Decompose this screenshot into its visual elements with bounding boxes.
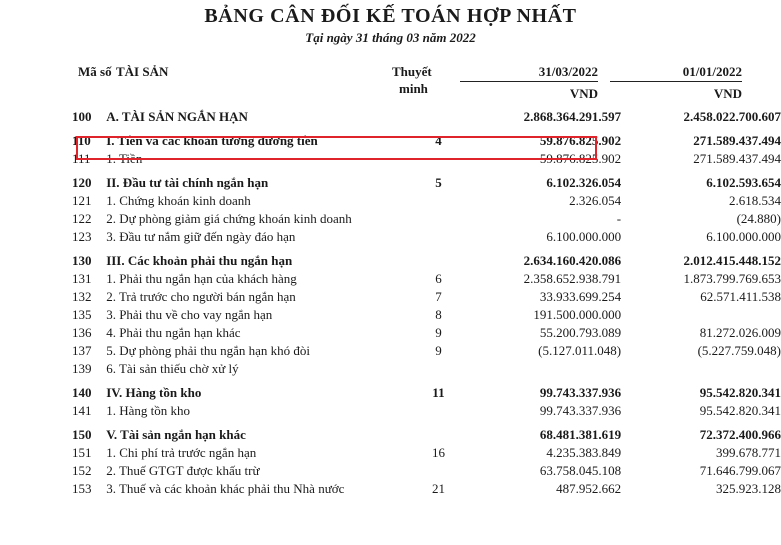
- header-col1-date: 31/03/2022: [538, 64, 598, 79]
- row-value-current: 63.758.045.108: [539, 463, 622, 478]
- row-note: [409, 426, 467, 444]
- table-row: [72, 174, 781, 192]
- row-code: 150: [72, 427, 92, 442]
- row-value-current: 59.876.825.902: [539, 151, 622, 166]
- row-code: 130: [72, 253, 92, 268]
- row-code: 136: [72, 325, 92, 340]
- report-date: Tại ngày 31 tháng 03 năm 2022: [305, 30, 476, 45]
- col-spacer: [621, 174, 637, 192]
- row-value-current: 2.634.160.420.086: [523, 253, 622, 268]
- row-value-prior: [637, 306, 781, 324]
- row-value-prior: (24.880): [736, 211, 781, 226]
- col-spacer: [621, 360, 637, 378]
- row-name: IV. Hàng tồn kho: [106, 385, 202, 400]
- row-value-prior: 81.272.026.009: [699, 325, 781, 340]
- col-spacer: [621, 108, 637, 126]
- row-name: 2. Dự phòng giảm giá chứng khoán kinh doanh: [106, 211, 352, 226]
- header-item: TÀI SẢN: [116, 64, 169, 79]
- row-code: 151: [72, 445, 92, 460]
- row-value-prior: 399.678.771: [716, 445, 781, 460]
- col-spacer: [621, 306, 637, 324]
- row-value-prior: 62.571.411.538: [700, 289, 781, 304]
- col-spacer: [621, 228, 637, 246]
- row-note: [409, 402, 467, 420]
- row-value-prior: 6.100.000.000: [706, 229, 781, 244]
- balance-sheet-table: [72, 108, 781, 498]
- row-value-prior: 2.012.415.448.152: [683, 253, 781, 268]
- row-name: 1. Chi phí trả trước ngắn hạn: [106, 445, 257, 460]
- row-note: [409, 360, 467, 378]
- row-code: 123: [72, 229, 92, 244]
- row-code: 153: [72, 481, 92, 496]
- row-value-current: 4.235.383.849: [546, 445, 622, 460]
- row-name: 6. Tài sản thiếu chờ xử lý: [106, 361, 239, 376]
- table-row: [72, 342, 781, 360]
- row-name: V. Tài sản ngắn hạn khác: [106, 427, 246, 442]
- row-name: 5. Dự phòng phải thu ngắn hạn khó đòi: [106, 343, 311, 358]
- row-name: 1. Chứng khoán kinh doanh: [106, 193, 251, 208]
- col-spacer: [621, 252, 637, 270]
- row-value-current: 33.933.699.254: [539, 289, 622, 304]
- col-spacer: [621, 270, 637, 288]
- row-code: 141: [72, 403, 92, 418]
- row-value-prior: 2.458.022.700.607: [683, 109, 781, 124]
- row-name: 3. Thuế và các khoản khác phải thu Nhà nước: [106, 481, 345, 496]
- row-note: 6: [435, 271, 442, 286]
- row-name: II. Đầu tư tài chính ngắn hạn: [106, 175, 269, 190]
- highlight-box: [76, 136, 597, 160]
- row-value-current: [468, 360, 622, 378]
- col-spacer: [621, 150, 637, 168]
- row-note: [409, 228, 467, 246]
- row-note: 9: [435, 325, 442, 340]
- row-value-current: 6.102.326.054: [546, 175, 622, 190]
- row-note: [409, 252, 467, 270]
- header-rule-col1: [460, 81, 598, 82]
- row-value-current: 2.868.364.291.597: [523, 109, 622, 124]
- row-name: 2. Thuế GTGT được khấu trừ: [106, 463, 260, 478]
- row-value-prior: 271.589.437.494: [693, 151, 781, 166]
- row-value-prior: 6.102.593.654: [706, 175, 781, 190]
- row-code: 111: [72, 151, 91, 166]
- header-col2-unit: VND: [713, 86, 742, 101]
- row-code: 122: [72, 211, 92, 226]
- row-value-prior: 95.542.820.341: [699, 403, 781, 418]
- header-note-2: minh: [399, 81, 428, 96]
- row-note: 4: [435, 133, 442, 148]
- row-note: 21: [431, 481, 445, 496]
- table-row: [72, 462, 781, 480]
- row-value-prior: (5.227.759.048): [697, 343, 781, 358]
- row-note: [409, 108, 467, 126]
- table-row: [72, 426, 781, 444]
- col-spacer: [621, 324, 637, 342]
- row-value-current: 487.952.662: [556, 481, 622, 496]
- row-value-current: 6.100.000.000: [546, 229, 622, 244]
- row-name: III. Các khoản phải thu ngắn hạn: [106, 253, 293, 268]
- col-spacer: [621, 342, 637, 360]
- row-code: 110: [72, 133, 91, 148]
- table-row: [72, 360, 781, 378]
- row-name: 3. Phải thu về cho vay ngắn hạn: [106, 307, 273, 322]
- row-value-prior: 1.873.799.769.653: [683, 271, 781, 286]
- row-name: A. TÀI SẢN NGẮN HẠN: [106, 109, 248, 124]
- table-row: [72, 306, 781, 324]
- row-value-current: 59.876.825.902: [539, 133, 622, 148]
- row-note: 8: [435, 307, 442, 322]
- row-value-prior: 95.542.820.341: [699, 385, 781, 400]
- header-rule-col2: [610, 81, 742, 82]
- row-value-current: 99.743.337.936: [539, 385, 622, 400]
- header-col1-unit: VND: [569, 86, 598, 101]
- row-name: 2. Trả trước cho người bán ngắn hạn: [106, 289, 296, 304]
- col-spacer: [621, 402, 637, 420]
- row-note: [409, 192, 467, 210]
- row-note: 11: [432, 385, 445, 400]
- row-value-prior: [637, 360, 781, 378]
- row-value-current: 191.500.000.000: [533, 307, 622, 322]
- col-spacer: [621, 192, 637, 210]
- col-spacer: [621, 132, 637, 150]
- row-code: 139: [72, 361, 92, 376]
- row-note: [409, 210, 467, 228]
- row-note: 5: [435, 175, 442, 190]
- row-value-prior: 71.646.799.067: [699, 463, 781, 478]
- row-code: 140: [72, 385, 92, 400]
- row-name: I. Tiền và các khoản tương đương tiền: [106, 133, 318, 148]
- header-note-1: Thuyết: [392, 64, 432, 79]
- row-code: 131: [72, 271, 92, 286]
- header-col2-date: 01/01/2022: [682, 64, 742, 79]
- table-row: [72, 324, 781, 342]
- row-value-current: -: [616, 211, 622, 226]
- row-note: 9: [435, 343, 442, 358]
- col-spacer: [621, 462, 637, 480]
- col-spacer: [621, 426, 637, 444]
- row-code: 135: [72, 307, 92, 322]
- row-value-current: 55.200.793.089: [539, 325, 622, 340]
- row-code: 132: [72, 289, 92, 304]
- row-code: 152: [72, 463, 92, 478]
- col-spacer: [621, 210, 637, 228]
- row-value-current: 2.358.652.938.791: [523, 271, 622, 286]
- row-value-prior: 2.618.534: [729, 193, 781, 208]
- row-value-current: (5.127.011.048): [538, 343, 622, 358]
- table-row: [72, 192, 781, 210]
- row-value-current: 68.481.381.619: [539, 427, 622, 442]
- row-note: 16: [431, 445, 445, 460]
- row-value-prior: 72.372.400.966: [699, 427, 781, 442]
- table-row: [72, 108, 781, 126]
- row-value-current: 99.743.337.936: [539, 403, 622, 418]
- col-spacer: [621, 384, 637, 402]
- row-name: 1. Tiền: [106, 151, 143, 166]
- col-spacer: [621, 444, 637, 462]
- row-code: 121: [72, 193, 92, 208]
- row-code: 120: [72, 175, 92, 190]
- table-row: [72, 228, 781, 246]
- row-name: 4. Phải thu ngắn hạn khác: [106, 325, 241, 340]
- table-row: [72, 384, 781, 402]
- row-note: 7: [435, 289, 442, 304]
- table-row: [72, 252, 781, 270]
- header-code: Mã số: [78, 64, 112, 79]
- row-code: 137: [72, 343, 92, 358]
- table-row: [72, 288, 781, 306]
- row-code: 100: [72, 109, 92, 124]
- report-title: BẢNG CÂN ĐỐI KẾ TOÁN HỢP NHẤT: [204, 5, 577, 27]
- col-spacer: [621, 288, 637, 306]
- table-row: [72, 444, 781, 462]
- row-note: [409, 462, 467, 480]
- row-value-prior: 325.923.128: [716, 481, 781, 496]
- table-row: [72, 270, 781, 288]
- row-value-prior: 271.589.437.494: [693, 133, 781, 148]
- row-value-current: 2.326.054: [569, 193, 622, 208]
- row-name: 1. Hàng tồn kho: [106, 403, 190, 418]
- table-row: [72, 210, 781, 228]
- table-row: [72, 402, 781, 420]
- row-name: 3. Đầu tư nắm giữ đến ngày đáo hạn: [106, 229, 296, 244]
- row-name: 1. Phải thu ngắn hạn của khách hàng: [106, 271, 297, 286]
- table-row: [72, 480, 781, 498]
- col-spacer: [621, 480, 637, 498]
